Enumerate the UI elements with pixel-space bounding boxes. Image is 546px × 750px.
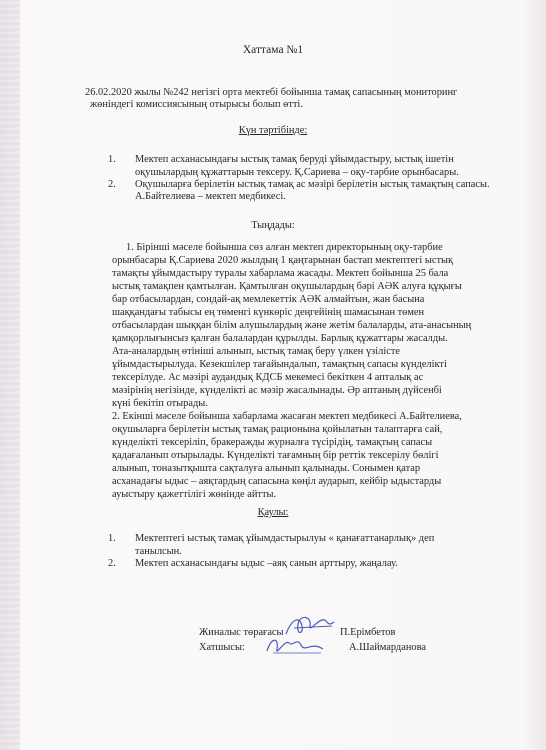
- listened-line: ыстық тамақпен қамтылған. Қамтылған оқушылардың бәрі АӘК алуға құқығы: [112, 281, 462, 292]
- listened-line: ұйымдастырылуда. Кезекшілер тағайындалып, тамақтың сапасы күнделікті: [112, 359, 447, 370]
- document-title: Хаттама №1: [242, 44, 304, 56]
- agenda-item-2-number: 2.: [108, 179, 116, 190]
- decision-item-1-line-1: Мектептегі ыстық тамақ ұйымдастырылуы « қанағаттанарлық» деп: [135, 533, 435, 544]
- listened-line: 2. Екінші мәселе бойынша хабарлама жасаған мектеп медбикесі А.Байтелиева,: [112, 411, 462, 422]
- listened-line: тамақты ұйымдастыру туралы хабарлама жасады. Мектеп бойынша 25 бала: [112, 268, 449, 279]
- intro-line-1: 26.02.2020 жылы №242 негізгі орта мектебі бойынша тамақ сапасының мониторинг: [85, 87, 458, 98]
- listened-line: қадағаланып отырылады. Күнделікті тағамның бір реттік тексерілу бөлігі: [112, 450, 439, 461]
- listened-line: тексерілуде. Ас мәзірі аудандық КДСБ мекемесі бекіткен 4 апталық ас: [112, 372, 424, 383]
- listened-line: орынбасары Қ.Сариева 2020 жылдың 1 қаңтарынан бастап мектептегі ыстық: [112, 255, 454, 266]
- listened-line: оқушыларға берілетін ыстық тамақ рационына қойылатын талаптарға сай,: [112, 424, 443, 435]
- listened-line: шаққандағы табысы ең төменгі күнкөріс деңгейінің шамасынан төмен: [112, 307, 425, 318]
- intro-line-2: жөніндегі комиссиясының отырысы болып өтті.: [90, 99, 303, 110]
- listened-line: 1. Бірінші мәселе бойынша сөз алған мектеп директорының оқу-тәрбие: [126, 242, 443, 253]
- listened-line: қамқорлығынсыз қалған балалардан құрылды. Барлық құжаттары жасалды.: [112, 333, 448, 344]
- agenda-item-2-line-1: Оқушыларға берілетін ыстық тамақ ас мәзірі берілетін ыстық тамақтың сапасы.: [135, 179, 490, 190]
- listened-line: асханадағы ыдыс – аяқтардың сапасына көңіл аударып, кейбір ыдыстарды: [112, 476, 442, 487]
- listened-line: күнделікті тексеріліп, бракеражды журналға түсірідің, тамақтың сапасы: [112, 437, 433, 448]
- decision-item-1-number: 1.: [108, 533, 116, 544]
- secretary-name: А.Шаймарданова: [349, 642, 426, 653]
- chair-label: Жиналыс төрағасы: [199, 627, 284, 638]
- decision-item-2-number: 2.: [108, 558, 116, 569]
- listened-line: ауыстыру қажеттілігі жөнінде айтты.: [112, 489, 277, 500]
- agenda-item-1-line-2: оқушылардың құжаттарын тексеру. Қ.Сариева – оқу-тәрбие орынбасары.: [135, 167, 459, 178]
- listened-line: мәзірінің негізінде, күнделікті ас мәзір жасалынады. Әр аптаның дүйсенбі: [112, 385, 442, 396]
- agenda-item-1-number: 1.: [108, 154, 116, 165]
- listened-heading: Тыңдады:: [251, 220, 295, 231]
- agenda-heading: Күн тәртібінде:: [238, 125, 308, 136]
- secretary-label: Хатшысы:: [199, 642, 245, 653]
- listened-line: отбасылардан шыққан білім алушылардың және жетім балаларды, ата-анасының: [112, 320, 472, 331]
- page-edge-shadow: [0, 0, 20, 750]
- decided-heading: Қаулы:: [257, 507, 289, 518]
- secretary-signature-scribble: [263, 633, 329, 659]
- listened-line: күні бекітіп отырады.: [112, 398, 208, 409]
- listened-line: Ата-аналардың өтініші алынып, ыстық тамақ беру үлкен үзілісте: [112, 346, 400, 357]
- listened-line: алынып, тоназытқышта сақталуға алынып қалынады. Сонымен қатар: [112, 463, 421, 474]
- listened-line: бар отбасылардан, сондай-ақ мемлекеттік АӘК алмайтын, жан басына: [112, 294, 425, 305]
- decision-item-2-line-1: Мектеп асханасындағы ыдыс –аяқ санын арттыру, жаңалау.: [135, 558, 398, 569]
- decision-item-1-line-2: танылсын.: [135, 546, 182, 557]
- agenda-item-2-line-2: А.Байтелиева – мектеп медбикесі.: [135, 191, 286, 202]
- agenda-item-1-line-1: Мектеп асханасындағы ыстық тамақ беруді ұйымдастыру, ыстық ішетін: [135, 154, 454, 165]
- chair-name: П.Ерімбетов: [340, 627, 396, 638]
